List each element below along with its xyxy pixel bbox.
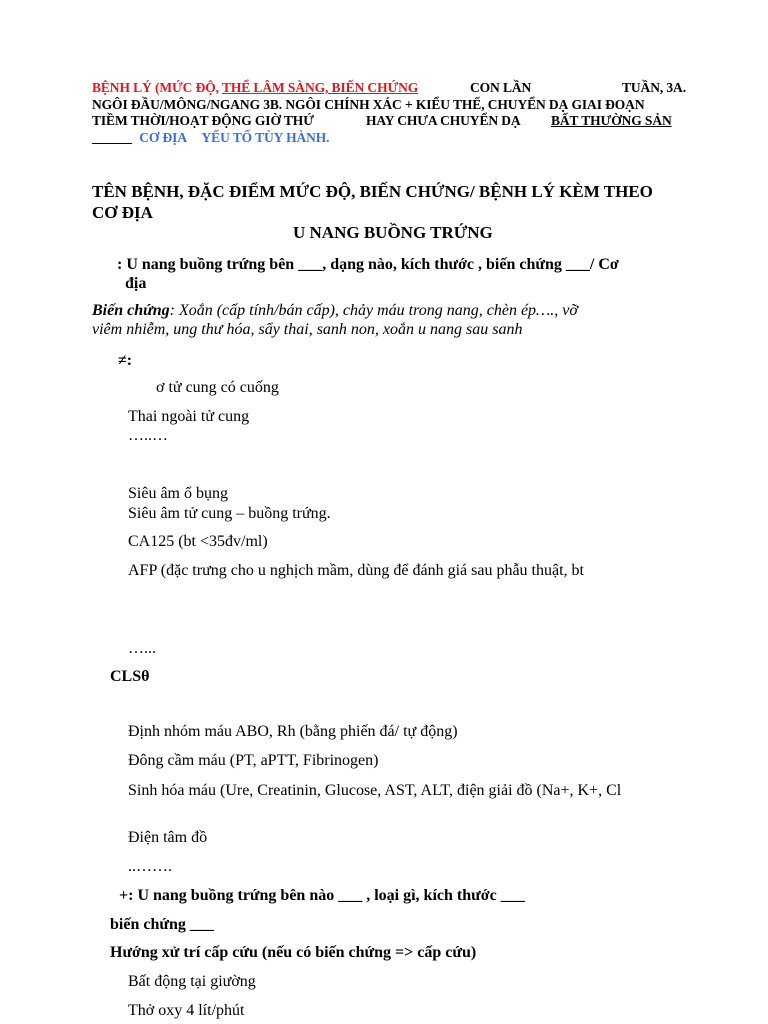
cls-ellipsis: ..……. [128, 858, 172, 875]
cls-item: Điện tâm đồ [128, 829, 208, 846]
header-line-3b: HAY CHƯA CHUYỂN DẠ [366, 113, 521, 128]
header-line-4 [92, 130, 329, 146]
header-con-lan: CON LẦN [470, 80, 532, 95]
test-item: Siêu âm tử cung – buồng trứng. [128, 505, 331, 522]
management-item: Thở oxy 4 lít/phút [128, 1002, 245, 1019]
title-line-1: TÊN BỆNH, ĐẶC ĐIỂM MỨC ĐỘ, BIẾN CHỨNG/ BỆNH LÝ KÈM THEO [92, 182, 653, 201]
header-yeu-to: YẾU TỐ TÙY HÀNH. [201, 130, 330, 145]
cls-item: Sinh hóa máu (Ure, Creatinin, Glucose, AST, ALT, điện giải đồ (Na+, K+, Cl [128, 782, 622, 799]
differential-ellipsis: …..… [128, 427, 168, 444]
disease-title: U NANG BUỒNG TRỨNG [293, 223, 493, 242]
complications-line-1 [92, 302, 578, 320]
complications-line-2: viêm nhiễm, ung thư hóa, sẩy thai, sanh non, xoắn u nang sau sanh [92, 321, 523, 338]
test-ellipsis: …... [128, 640, 156, 657]
final-line-1: +: U nang buồng trứng bên nào ___ , loại gì, kích thước ___ [119, 887, 525, 904]
complications-text-1: : Xoắn (cấp tính/bán cấp), chảy máu trong nang, chèn ép…., vỡ [169, 302, 578, 319]
header-line-1 [92, 80, 418, 96]
header-line-3c: BẤT THƯỜNG SẢN [551, 113, 672, 128]
header-red-text: BỆNH LÝ (MỨC ĐỘ, [92, 80, 222, 95]
differential-item: ơ tử cung có cuống [156, 379, 279, 396]
header-co-dia: CƠ ĐỊA [139, 130, 187, 145]
diagnosis-line-1: : U nang buồng trứng bên ___, dạng nào, kích thước , biến chứng ___/ Cơ [117, 256, 619, 273]
title-line-2: CƠ ĐỊA [92, 203, 153, 222]
cls-item: Định nhóm máu ABO, Rh (bằng phiến đá/ tự động) [128, 723, 458, 740]
final-line-2: biến chứng ___ [110, 916, 214, 933]
management-item: Bất động tại giường [128, 973, 256, 990]
header-line-3a: TIỀM THỜI/HOẠT ĐỘNG GIỜ THỨ [92, 113, 314, 128]
cls-heading: CLSθ [110, 668, 150, 685]
complications-label: Biến chứng [92, 302, 170, 319]
differential-symbol: ≠: [118, 352, 133, 369]
header-red-underlined: THỂ LÂM SÀNG, BIẾN CHỨNG [221, 80, 419, 95]
header-line-2: NGÔI ĐẦU/MÔNG/NGANG 3B. NGÔI CHÍNH XÁC + KIỂU THẾ, CHUYỂN DẠ GIAI ĐOẠN [92, 97, 645, 112]
header-blank: ______ [92, 130, 132, 145]
management-heading: Hướng xử trí cấp cứu (nếu có biến chứng => cấp cứu) [110, 944, 477, 961]
diagnosis-line-2: địa [125, 275, 147, 292]
test-item: AFP (đặc trưng cho u nghịch mầm, dùng để đánh giá sau phẫu thuật, bt [128, 562, 584, 579]
cls-item: Đông cầm máu (PT, aPTT, Fibrinogen) [128, 752, 379, 769]
differential-item: Thai ngoài tử cung [128, 408, 250, 425]
header-tuan: TUẦN, 3A. [622, 80, 686, 95]
test-item: CA125 (bt <35đv/ml) [128, 533, 268, 550]
test-item: Siêu âm ổ bụng [128, 485, 228, 502]
